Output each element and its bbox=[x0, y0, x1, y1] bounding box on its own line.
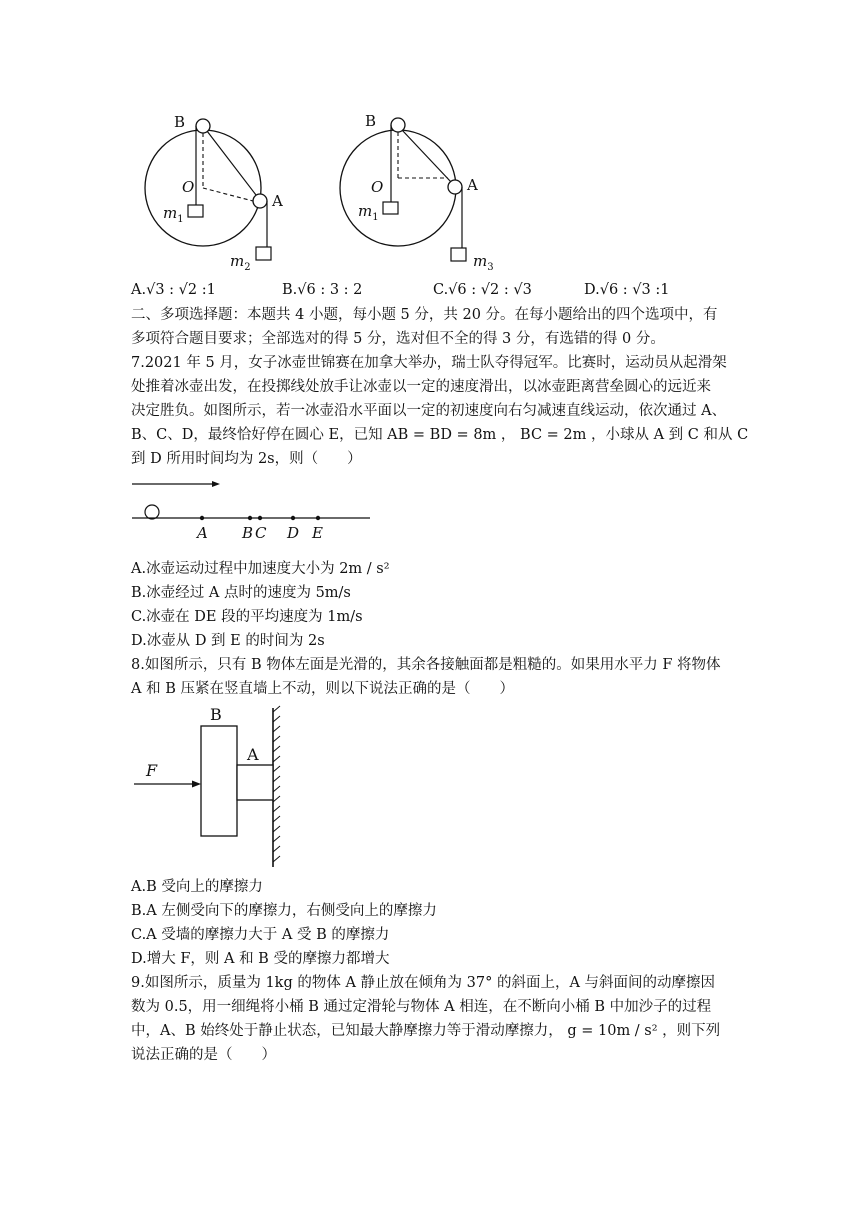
point-C-label: C bbox=[255, 524, 267, 542]
label-O: O bbox=[182, 178, 195, 196]
force-F-label: F bbox=[146, 761, 158, 780]
label-A: A bbox=[467, 176, 478, 194]
label-O: O bbox=[371, 178, 384, 196]
q7-option-d: D.冰壶从 D 到 E 的时间为 2s bbox=[131, 633, 325, 649]
blocks-on-wall-figure bbox=[130, 704, 300, 870]
block-A-label: A bbox=[247, 745, 259, 764]
q7-line-5: 到 D 所用时间均为 2s，则（ ） bbox=[131, 451, 362, 467]
q8-option-b: B.A 左侧受向下的摩擦力，右侧受向上的摩擦力 bbox=[131, 903, 437, 919]
q9-line-1: 9.如图所示，质量为 1kg 的物体 A 静止放在倾角为 37° 的斜面上，A 与斜面间的动摩擦因 bbox=[131, 975, 716, 991]
q6-option-d: D.√6 : √3 :1 bbox=[584, 282, 670, 298]
q8-option-c: C.A 受墙的摩擦力大于 A 受 B 的摩擦力 bbox=[131, 927, 390, 943]
q6-option-a: A.√3 : √2 :1 bbox=[131, 282, 216, 298]
label-B: B bbox=[174, 113, 186, 131]
circle-pulley-figure bbox=[130, 108, 510, 278]
curling-track-figure bbox=[130, 478, 380, 542]
q8-option-d: D.增大 F，则 A 和 B 受的摩擦力都增大 bbox=[131, 951, 390, 967]
q8-line-2: A 和 B 压紧在竖直墙上不动，则以下说法正确的是（ ） bbox=[131, 681, 514, 697]
point-E-label: E bbox=[312, 524, 323, 542]
q7-option-a: A.冰壶运动过程中加速度大小为 2m / s² bbox=[131, 561, 390, 577]
q6-option-b: B.√6 : 3 : 2 bbox=[282, 282, 363, 298]
q7-line-1: 7.2021 年 5 月，女子冰壶世锦赛在加拿大举办，瑞士队夺得冠军。比赛时，运动员从起滑架 bbox=[131, 355, 727, 371]
q6-option-c: C.√6 : √2 : √3 bbox=[433, 282, 532, 298]
right-circle-diagram bbox=[340, 112, 494, 273]
point-A-label: A bbox=[197, 524, 208, 542]
label-B: B bbox=[365, 112, 377, 130]
q7-option-b: B.冰壶经过 A 点时的速度为 5m/s bbox=[131, 585, 351, 601]
q9-line-4: 说法正确的是（ ） bbox=[131, 1047, 276, 1063]
q7-option-c: C.冰壶在 DE 段的平均速度为 1m/s bbox=[131, 609, 363, 625]
q8-option-a: A.B 受向上的摩擦力 bbox=[131, 879, 263, 895]
section2-line-1: 二、多项选择题：本题共 4 小题，每小题 5 分，共 20 分。在每小题给出的四个选项中，有 bbox=[131, 307, 718, 323]
block-B-label: B bbox=[210, 705, 222, 724]
section2-line-2: 多项符合题目要求；全部选对的得 5 分，选对但不全的得 3 分，有选错的得 0 分。 bbox=[131, 331, 665, 347]
svg-text:m3: $m_3$ bbox=[473, 252, 494, 273]
q7-line-2: 处推着冰壶出发，在投掷线处放手让冰壶以一定的速度滑出，以冰壶距离营垒圆心的远近来 bbox=[131, 379, 711, 395]
q7-line-3: 决定胜负。如图所示，若一冰壶沿水平面以一定的初速度向右匀减速直线运动，依次通过 A、 bbox=[131, 403, 727, 419]
label-A: A bbox=[272, 192, 283, 210]
point-B-label: B bbox=[242, 524, 254, 542]
svg-text:m1: $m_1$ bbox=[163, 204, 184, 225]
q9-line-2: 数为 0.5，用一细绳将小桶 B 通过定滑轮与物体 A 相连，在不断向小桶 B 中加沙子的过程 bbox=[131, 999, 712, 1015]
point-D-label: D bbox=[287, 524, 300, 542]
q8-line-1: 8.如图所示，只有 B 物体左面是光滑的，其余各接触面都是粗糙的。如果用水平力 F 将物体 bbox=[131, 657, 721, 673]
left-circle-diagram bbox=[145, 113, 283, 273]
svg-text:m1: $m_1$ bbox=[358, 202, 379, 223]
q7-line-4: B、C、D，最终恰好停在圆心 E，已知 AB = BD = 8m ， BC = 2m ，小球从 A 到 C 和从 C bbox=[131, 427, 749, 443]
svg-text:m2: $m_2$ bbox=[230, 252, 251, 273]
q9-line-3: 中，A、B 始终处于静止状态，已知最大静摩擦力等于滑动摩擦力， g = 10m / s² ，则下列 bbox=[131, 1023, 721, 1039]
